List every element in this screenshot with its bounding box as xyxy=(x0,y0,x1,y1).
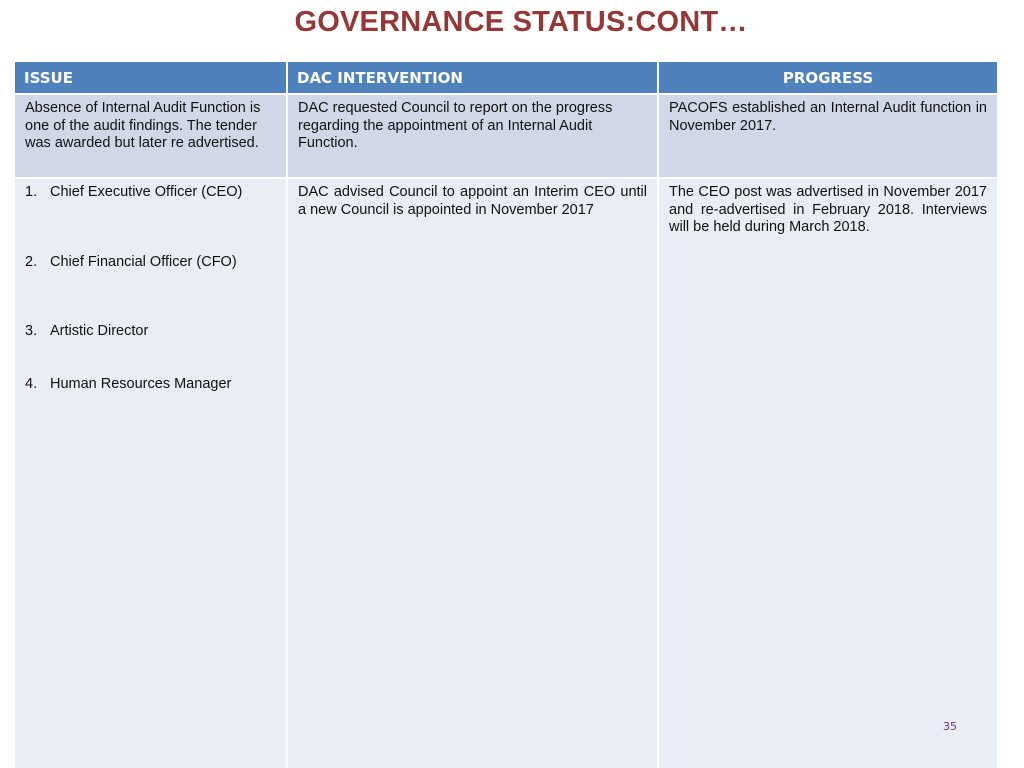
cell-issue xyxy=(15,94,287,178)
cell-intervention xyxy=(287,178,658,768)
list-text: Human Resources Manager xyxy=(50,375,232,392)
cell-text: The CEO post was advertised in November 2017 and re-advertised in February 2018. Interviews will be held during March 2018. xyxy=(669,184,987,235)
list-item xyxy=(25,376,276,394)
governance-table xyxy=(15,62,997,768)
cell-intervention xyxy=(287,94,658,178)
cell-progress xyxy=(658,178,997,768)
list-text: Artistic Director xyxy=(50,323,149,339)
list-number: 3. xyxy=(25,323,38,339)
slide-title: GOVERNANCE STATUS:CONT… xyxy=(294,6,748,38)
list-item xyxy=(25,323,276,341)
cell-text: DAC requested Council to report on the progress regarding the appointment of an Internal Audit Function. xyxy=(298,100,613,151)
page-number: 35 xyxy=(943,720,957,733)
header-dac-intervention: DAC INTERVENTION xyxy=(287,62,658,94)
list-text: Chief Executive Officer (CEO) xyxy=(50,184,243,200)
list-number: 4. xyxy=(25,375,38,392)
cell-text: Absence of Internal Audit Function is one of the audit findings. The tender was awarded but later re advertised. xyxy=(25,100,261,151)
cell-issue xyxy=(15,178,287,768)
cell-progress xyxy=(658,94,997,178)
list-number: 2. xyxy=(25,253,38,270)
table-header-row xyxy=(15,62,997,94)
list-item xyxy=(25,184,276,202)
list-text: Chief Financial Officer (CFO) xyxy=(50,253,237,270)
list-number: 1. xyxy=(25,184,38,200)
header-progress: PROGRESS xyxy=(658,62,997,94)
header-issue: ISSUE xyxy=(15,62,287,94)
list-item xyxy=(25,254,276,272)
cell-text: PACOFS established an Internal Audit function in November 2017. xyxy=(669,100,987,134)
table-row xyxy=(15,94,997,178)
cell-text: DAC advised Council to appoint an Interim CEO until a new Council is appointed in November 2017 xyxy=(298,184,647,218)
table-row xyxy=(15,178,997,768)
